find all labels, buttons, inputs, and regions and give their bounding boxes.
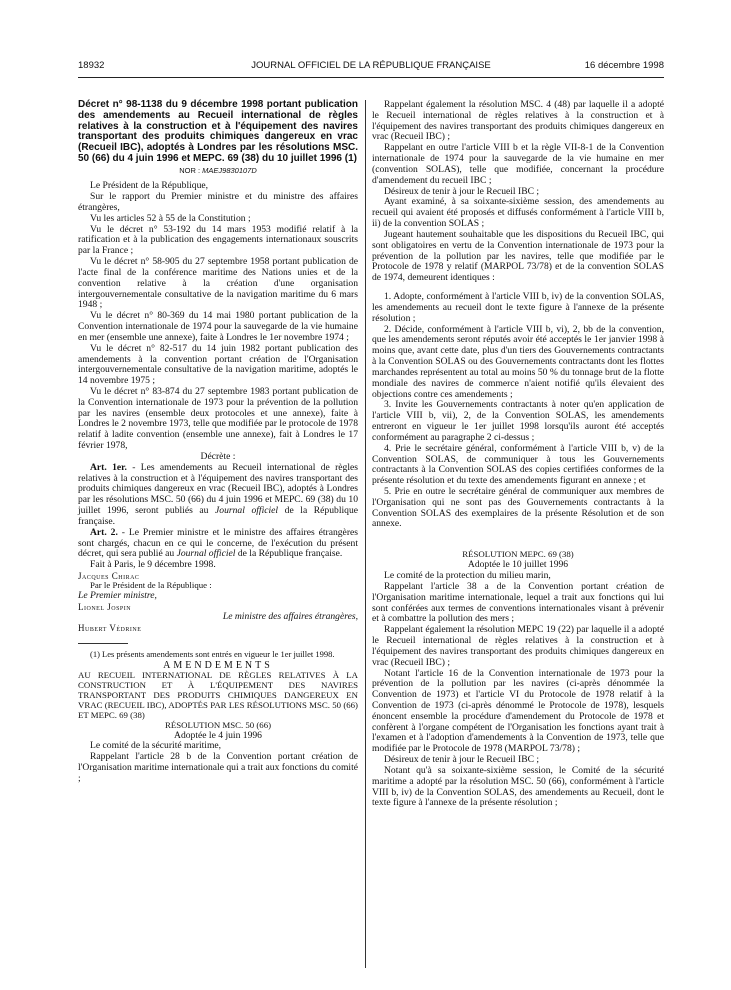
signer-president: Jacques Chirac [78, 571, 140, 582]
amendements-heading: AMENDEMENTS [163, 659, 273, 671]
resolution-msc-considerants [372, 100, 664, 284]
mae-name: Hubert Védrine [78, 622, 142, 633]
article-2-journal: Journal officiel [176, 548, 236, 560]
issue-date: 16 décembre 1998 [584, 60, 664, 71]
article-2-label: Art. 2. [90, 526, 118, 538]
column-divider [365, 100, 366, 968]
msc-preamble-paragraph: Rappelant l'article 28 b de la Convention portant création de l'Organisation maritime internationale qui a trait aux fonctions du comité ; [78, 751, 358, 784]
preamble-paragraph: Vu le décret n° 82-517 du 14 juin 1982 portant publication des amendements à la convention portant création de l'Organisation intergouvernementale consultative de la navigation maritime, adoptés le 14 novembre 1975 ; [78, 342, 358, 387]
msc-article-paragraph: 4. Prie le secrétaire général, conformément à l'article VIII b, v) de la Convention SOLAS, de communiquer à tous les Gouvernements contractants à la Convention SOLAS des copies certifiées conformes de la présente résolution et du texte des amendements figurant en annexe ; et [372, 442, 664, 487]
resolution-mepc-preamble [372, 571, 664, 809]
preamble-paragraph: Vu le décret n° 58-905 du 27 septembre 1958 portant publication de l'acte final de la conférence maritime des Nations unies et de la convention relative à la création d'une organisation intergouvernementale consultative de la navigation maritime du 6 mars 1948 ; [78, 256, 358, 311]
mepc-preamble-paragraph: Désireux de tenir à jour le Recueil IBC ; [384, 754, 540, 766]
mepc-preamble-paragraph: Notant l'article 16 de la Convention internationale de 1973 pour la prévention de la pollution par les navires (ci-après dénommée la Convention de 1973) et l'article VI du Protocole de 1978 relatif à la Convention de 1973 (ci-après dénommé le Protocole de 1978), lesquels énoncent ensemble la procédure d'amendement du Protocole de 1978 et confèrent à l'organe compétent de l'Organisation les fonctions ayant trait à l'examen et à l'adoption d'amendements à la Convention de 1973, telle que modifiée par le Protocole de 1978 (MARPOL 73/78) ; [372, 667, 664, 755]
msc-considerant-paragraph: Rappelant en outre l'article VIII b et la règle VII-8-1 de la Convention internationale de 1974 pour la sauvegarde de la vie humaine en mer (convention SOLAS), telle que modifiée, concernant la procédure d'amendement du recueil IBC ; [372, 142, 664, 186]
pm-name: Lionel Jospin [78, 601, 132, 612]
preamble-paragraph: Sur le rapport du Premier ministre et du ministre des affaires étrangères, [78, 191, 358, 213]
footnote: (1) Les présents amendements sont entrés en vigueur le 1er juillet 1998. [90, 649, 335, 660]
preamble [78, 181, 358, 452]
fait-a-paris: Fait à Paris, le 9 décembre 1998. [90, 559, 216, 571]
resolution-msc-preamble [78, 741, 358, 784]
page-header [78, 60, 664, 74]
par-le-president: Par le Président de la République : [90, 580, 212, 591]
article-2 [78, 528, 358, 560]
header-rule [78, 77, 664, 78]
msc-article-paragraph: 2. Décide, conformément à l'article VIII b, vi), 2, bb de la convention, que les amendements seront réputés avoir été acceptés le 1er janvier 1998 à moins que, avant cette date, plus d'un tiers des Gouvernements contractants à la Convention SOLAS ou des Gouvernements contractants dont les flottes marchandes représentent au total au moins 50 % du tonnage brut de la flotte mondiale des navires de commerce n'aient notifié qu'ils élevaient des objections contre ces amendements ; [372, 323, 664, 400]
article-1 [78, 463, 358, 528]
nor-code: MAEJ9830107D [202, 165, 257, 175]
decrete-heading: Décrète : [200, 450, 236, 462]
pm-title: Le Premier ministre, [78, 590, 157, 602]
msc-article-paragraph: 5. Prie en outre le secrétaire général de communiquer aux membres de l'Organisation qui ne sont pas des Gouvernements contractants à la Convention SOLAS des exemplaires de la présente Résolution et de son annexe. [372, 485, 664, 530]
journal-title: JOURNAL OFFICIEL DE LA RÉPUBLIQUE FRANÇAISE [251, 60, 491, 71]
preamble-paragraph: Vu le décret n° 53-192 du 14 mars 1953 modifié relatif à la ratification et à la publication des engagements internationaux souscrits par la France ; [78, 223, 358, 257]
footnote-rule [78, 643, 128, 644]
nor-label: NOR : [179, 165, 203, 175]
resolution-mepc-date: Adoptée le 10 juillet 1996 [467, 559, 569, 571]
mepc-preamble-paragraph: Le comité de la protection du milieu marin, [384, 570, 551, 582]
mae-title: Le ministre des affaires étrangères, [222, 611, 358, 623]
msc-considerant-paragraph: Rappelant également la résolution MSC. 4 (48) par laquelle il a adopté le Recueil international de règles relatives à la construction et à l'équipement des navires transportant des produits chimiques dangereux en vrac (Recueil IBC) ; [372, 99, 664, 143]
msc-preamble-paragraph: Le comité de la sécurité maritime, [90, 740, 222, 752]
article-2-text: - Le Premier ministre et le ministre des affaires étrangères sont chargés, chacun en ce qui le concerne, de l'exécution du présent décret, qui sera publié au [78, 526, 359, 560]
mepc-preamble-paragraph: Rappelant également la résolution MEPC 19 (22) par laquelle il a adopté le Recueil international de règles relatives à la construction et à l'équipement des navires transportant des produits chimiques dangereux en vrac (Recueil IBC) ; [372, 624, 664, 668]
page-number: 18932 [78, 60, 105, 71]
msc-article-paragraph: 3. Invite les Gouvernements contractants à noter qu'en application de l'article VIII b, vii), 2, de la Convention SOLAS, les amendements entreront en vigueur le 1er juillet 1998 lorsqu'ils auront été acceptés conformément au paragraphe 2 ci-dessus ; [372, 399, 664, 443]
msc-considerant-paragraph: Ayant examiné, à sa soixante-sixième session, des amendements au recueil qui avaient été proposés et diffusés conformément à l'article VIII b, ii) de la convention SOLAS ; [372, 196, 664, 230]
mepc-preamble-paragraph: Notant qu'à sa soixante-sixième session, le Comité de la sécurité maritime a adopté par la résolution MSC. 50 (66), conformément à l'article VIII b, iv) de la Convention SOLAS, des amendements au Recueil, dont le texte figure à l'annexe de la présente résolution ; [372, 764, 664, 809]
msc-considerant-paragraph: Désireux de tenir à jour le Recueil IBC ; [384, 185, 540, 197]
article-2-end: de la République française. [235, 548, 343, 560]
msc-considerant-paragraph: Jugeant hautement souhaitable que les dispositions du Recueil IBC, qui sont obligatoires en vertu de la Convention internationale de 1973 pour la prévention de la pollution par les navires, telle que modifiée par le Protocole de 1978 y relatif (MARPOL 73/78) et de la convention SOLAS de 1974, demeurent identiques : [372, 228, 664, 284]
preamble-paragraph: Le Président de la République, [90, 180, 209, 192]
article-1-end: de la République française. [78, 505, 359, 527]
right-column [372, 100, 664, 809]
article-1-journal: Journal officiel [215, 505, 279, 517]
left-column [78, 100, 358, 785]
mepc-preamble-paragraph: Rappelant l'article 38 a de la Convention portant création de l'Organisation maritime internationale, lequel a trait aux fonctions qui lui sont conférées aux termes de conventions internationales visant à prévenir et à combattre la pollution des mers ; [372, 580, 664, 625]
resolution-msc-date: Adoptée le 4 juin 1996 [174, 729, 262, 741]
decree-title: Décret n° 98-1138 du 9 décembre 1998 portant publication des amendements au Recueil international de règles relatives à la construction et à l'équipement des navires transportant des produits chimiques dangereux en vrac (Recueil IBC), adoptés à Londres par les résolutions MSC. 50 (66) du 4 juin 1996 et MEPC. 69 (38) du 10 juillet 1996 (1) [78, 99, 358, 164]
amendements-subheading: AU RECUEIL INTERNATIONAL DE RÈGLES RELATIVES À LA CONSTRUCTION ET À L'ÉQUIPEMENT DES NAVIRES TRANSPORTANT DES PRODUITS CHIMIQUES DANGEREUX EN VRAC (RECUEIL IBC), ADOPTÉS PAR LES RÉSOLUTIONS MSC. 50 (66) ET MEPC. 69 (38) [78, 670, 358, 720]
article-1-label: Art. 1er. [90, 461, 127, 473]
preamble-paragraph: Vu le décret n° 83-874 du 27 septembre 1983 portant publication de la Convention internationale de 1973 pour la prévention de la pollution par les navires (ensemble deux protocoles et une annexe), faite à Londres le 2 novembre 1973, telle que modifiée par le protocole de 1978 relatif à ladite convention (ensemble une annexe), fait à Londres le 17 février 1978, [78, 385, 358, 452]
preamble-paragraph: Vu le décret n° 80-369 du 14 mai 1980 portant publication de la Convention internationale de 1974 pour la sauvegarde de la vie humaine en mer (ensemble une annexe), faite à Londres le 1er novembre 1974 ; [78, 310, 358, 343]
article-1-text: - Les amendements au Recueil international de règles relatives à la construction et à l'équipement des navires transportant des produits chimiques dangereux en vrac (Recueil IBC), adoptés à Londres par les résolutions MSC. 50 (66) du 4 juin 1996 et MEPC. 69 (38) du 10 juillet 1996, seront publiés au [78, 461, 358, 517]
resolution-msc-articles [372, 292, 664, 530]
resolution-msc-heading: RÉSOLUTION MSC. 50 (66) [164, 719, 272, 730]
msc-article-paragraph: 1. Adopte, conformément à l'article VIII b, iv) de la convention SOLAS, les amendements au recueil dont le texte figure à l'annexe de la présente résolution ; [372, 291, 664, 324]
nor-reference [78, 167, 358, 175]
resolution-mepc-heading: RÉSOLUTION MEPC. 69 (38) [462, 549, 574, 560]
preamble-paragraph: Vu les articles 52 à 55 de la Constitution ; [90, 212, 251, 224]
